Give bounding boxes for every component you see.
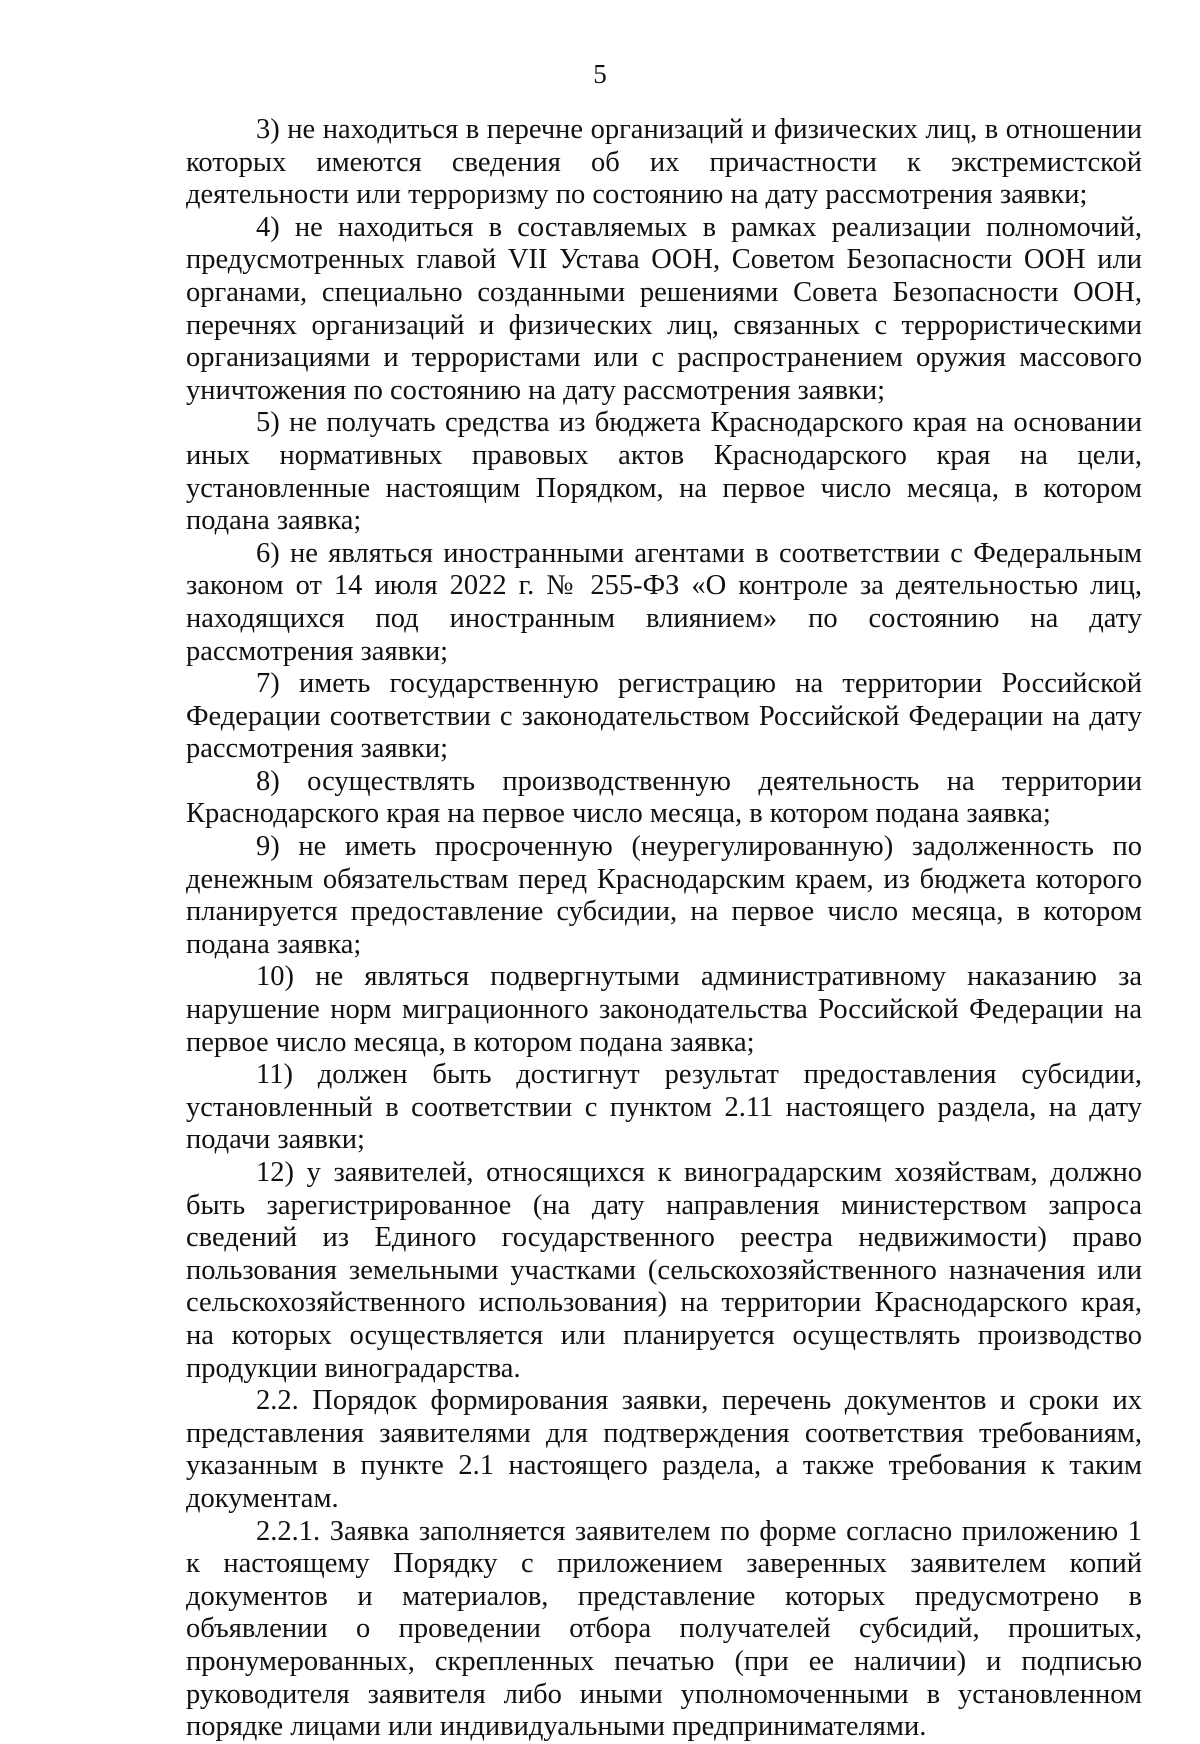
paragraph-item-9: 9) не иметь просроченную (неурегулированную) задолженность по денежным обязательствам перед Краснодарским краем, из бюджета которого планируется предоставление субсидии, на первое число месяца, в котором подана заявка; [186, 831, 1142, 960]
paragraph-item-11: 11) должен быть достигнут результат предоставления субсидии, установленный в соответствии с пунктом 2.11 настоящего раздела, на дату подачи заявки; [186, 1059, 1142, 1156]
paragraph-item-10: 10) не являться подвергнутыми административному наказанию за нарушение норм миграционного законодательства Российской Федерации на первое число месяца, в котором подана заявка; [186, 961, 1142, 1058]
paragraph-section-2-2-1: 2.2.1. Заявка заполняется заявителем по форме согласно приложению 1 к настоящему Порядку с приложением заверенных заявителем копий документов и материалов, представление которых предусмотрено в объявлении о проведении отбора получателей субсидий, прошитых, пронумерованных, скрепленных печатью (при ее наличии) и подписью руководителя заявителя либо иными уполномоченными в установленном порядке лицами или индивидуальными предпринимателями. [186, 1515, 1142, 1743]
paragraph-item-6: 6) не являться иностранными агентами в соответствии с Федеральным законом от 14 июля 2022 г. № 255-ФЗ «О контроле за деятельностью лиц, находящихся под иностранным влиянием» по состоянию на дату рассмотрения заявки; [186, 537, 1142, 667]
document-body [186, 114, 1142, 1744]
paragraph-item-12: 12) у заявителей, относящихся к виноградарским хозяйствам, должно быть зарегистрированное (на дату направления министерством запроса сведений из Единого государственного реестра недвижимости) право пользования земельными участками (сельскохозяйственного назначения или сельскохозяйственного использования) на территории Краснодарского края, на которых осуществляется или планируется осуществлять производство продукции виноградарства. [186, 1157, 1142, 1384]
paragraph-item-7: 7) иметь государственную регистрацию на территории Российской Федерации соответствии с законодательством Российской Федерации на дату рассмотрения заявки; [186, 668, 1142, 765]
page-number: 5 [593, 59, 607, 89]
paragraph-item-8: 8) осуществлять производственную деятельность на территории Краснодарского края на первое число месяца, в котором подана заявка; [186, 765, 1142, 830]
paragraph-item-3: 3) не находиться в перечне организаций и физических лиц, в отношении которых имеются сведения об их причастности к экстремистской деятельности или терроризму по состоянию на дату рассмотрения заявки; [186, 114, 1142, 211]
paragraph-item-4: 4) не находиться в составляемых в рамках реализации полномочий, предусмотренных главой VII Устава ООН, Советом Безопасности ООН или органами, специально созданными решениями Совета Безопасности ООН, перечнях организаций и физических лиц, связанных с террористическими организациями и террористами или с распространением оружия массового уничтожения по состоянию на дату рассмотрения заявки; [186, 211, 1142, 406]
paragraph-item-5: 5) не получать средства из бюджета Краснодарского края на основании иных нормативных правовых актов Краснодарского края на цели, установленные настоящим Порядком, на первое число месяца, в котором подана заявка; [186, 407, 1142, 537]
paragraph-section-2-2: 2.2. Порядок формирования заявки, перечень документов и сроки их представления заявителями для подтверждения соответствия требованиям, указанным в пункте 2.1 настоящего раздела, а также требования к таким документам. [186, 1385, 1142, 1514]
